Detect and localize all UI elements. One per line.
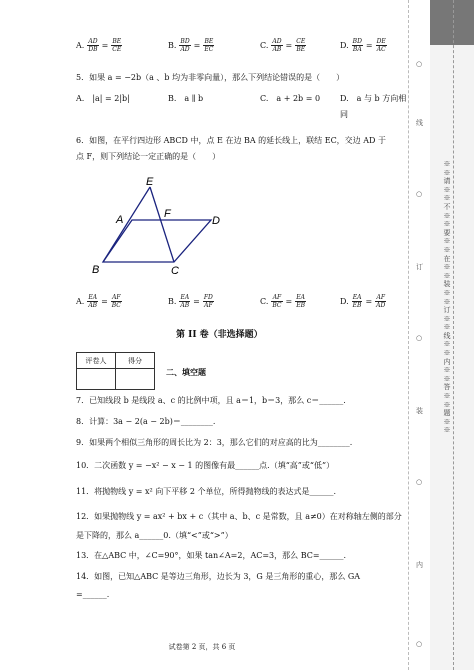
score-cell-score: [116, 369, 155, 390]
question-6-line2: 点 F，则下列结论一定正确的是（ ）: [76, 152, 221, 161]
fraction-right: $\frac{AF}{BC}$: [111, 294, 121, 309]
equals-sign: =: [285, 41, 293, 50]
question-12-line2: 是下降的，那么 a______0.（填“<”或“>”）: [76, 531, 233, 540]
question-14-line1: 14．如图，已知△ABC 是等边三角形，边长为 3，G 是三角形的重心，那么 GA: [76, 572, 361, 581]
q5-option-1: B. a ∥ b: [168, 94, 204, 103]
parallelogram-figure: [80, 170, 230, 280]
gutter-mark: ○: [416, 478, 423, 486]
fraction-left: $\frac{AD}{DB}$: [88, 38, 98, 53]
equals-sign: =: [285, 297, 293, 306]
option-letter: C.: [260, 297, 269, 306]
option-letter: C.: [260, 41, 269, 50]
fraction-right: $\frac{BE}{CE}$: [112, 38, 122, 53]
question-13: 13．在△ABC 中，∠C=90°，如果 tan∠A=2，AC=3，那么 BC=______.: [76, 551, 347, 560]
option-letter: D.: [340, 297, 349, 306]
fraction-left: $\frac{EA}{AB}$: [180, 294, 190, 309]
part-2-title: 第 II 卷（非选择题）: [176, 330, 263, 340]
question-5-text: 5．如果 a = −2b（a 、b 均为非零向量），那么下列结论错误的是（ ）: [76, 73, 345, 82]
label-c: C: [171, 265, 179, 277]
fraction-right: $\frac{BE}{EC}$: [204, 38, 214, 53]
equals-sign: =: [193, 41, 201, 50]
q6-option-0: [76, 294, 122, 309]
gutter-header-block: [430, 0, 474, 45]
gutter-mark: 订: [416, 263, 423, 271]
q5-option-0: A. |a| = 2|b|: [76, 94, 130, 103]
option-letter: B.: [168, 41, 177, 50]
fraction-right: $\frac{FD}{AF}$: [203, 294, 213, 309]
q4-option-2: [260, 38, 306, 53]
label-f: F: [164, 208, 171, 220]
segment-ec: [150, 187, 174, 262]
equals-sign: =: [193, 297, 200, 306]
gutter-mark: 装: [416, 407, 423, 415]
gutter-mark: ○: [416, 640, 423, 648]
q4-option-1: [168, 38, 214, 53]
gutter-mark: 线: [416, 119, 423, 127]
q6-option-1: [168, 294, 214, 309]
fraction-left: $\frac{AF}{BC}$: [272, 294, 282, 309]
question-12-line1: 12．如果抛物线 y = ax² + bx + c（其中 a、b、c 是常数，且 a≠0）在对称轴左侧的部分: [76, 512, 402, 521]
gutter-outer-line: [408, 0, 410, 670]
label-d: D: [212, 215, 220, 227]
q4-option-0: [76, 38, 122, 53]
page-footer: 试卷第 2 页，共 6 页: [168, 643, 236, 651]
segment-be: [103, 187, 150, 262]
q6-option-2: [260, 294, 306, 309]
fraction-right: $\frac{EA}{EB}$: [296, 294, 306, 309]
equals-sign: =: [365, 297, 373, 306]
gutter-mark: ○: [416, 190, 423, 198]
binding-gutter: [430, 0, 474, 670]
question-14-line2: =______.: [76, 590, 110, 599]
score-header-score: 得分: [116, 353, 155, 369]
q5-option-3: D. a 与 b 方向相: [340, 94, 407, 103]
fraction-right: $\frac{CE}{BE}$: [296, 38, 306, 53]
equals-sign: =: [365, 41, 373, 50]
question-10: 10．二次函数 y = −x² − x − 1 的图像有最______点.（填“高”或“低”）: [76, 461, 335, 470]
q5-option-4: 同: [340, 110, 348, 119]
question-8: 8．计算：3a − 2(a − 2b)＝________.: [76, 417, 216, 426]
option-letter: A.: [76, 297, 85, 306]
gutter-mark: ○: [416, 60, 423, 68]
question-11: 11．将抛物线 y = x² 向下平移 2 个单位，所得抛物线的表达式是______.: [76, 487, 337, 496]
label-a: A: [116, 214, 124, 226]
q5-option-2: C. a + 2b = 0: [260, 94, 321, 103]
q6-option-3: [340, 294, 386, 309]
score-cell-grader: [77, 369, 116, 390]
option-letter: D.: [340, 41, 349, 50]
section-fill-blank: 二、填空题: [166, 367, 206, 377]
gutter-cut-line: [453, 0, 454, 670]
question-6-line1: 6．如图，在平行四边形 ABCD 中，点 E 在边 BA 的延长线上，联结 EC，交边 AD 于: [76, 136, 386, 145]
gutter-warning-text: ※※请※※不※※要※※在※※装※※订※※线※※内※※答※※题※※: [443, 160, 451, 435]
equals-sign: =: [101, 41, 109, 50]
label-b: B: [92, 264, 100, 276]
gutter-mark: 内: [416, 561, 423, 569]
score-table: [76, 352, 155, 390]
equals-sign: =: [101, 297, 108, 306]
fraction-left: $\frac{BD}{BA}$: [352, 38, 362, 53]
label-e: E: [146, 176, 154, 188]
fraction-left: $\frac{EA}{AB}$: [88, 294, 98, 309]
q4-option-3: [340, 38, 387, 53]
option-letter: A.: [76, 41, 85, 50]
fraction-left: $\frac{EA}{EB}$: [352, 294, 362, 309]
question-7: 7．已知线段 b 是线段 a、c 的比例中项，且 a＝1，b＝3，那么 c＝______.: [76, 396, 346, 405]
fraction-right: $\frac{AF}{AD}$: [376, 294, 386, 309]
parallelogram-abcd: [103, 220, 211, 262]
fraction-right: $\frac{DE}{AC}$: [376, 38, 386, 53]
score-header-grader: 评卷人: [77, 353, 116, 369]
option-letter: B.: [168, 297, 177, 306]
question-9: 9．如果两个相似三角形的周长比为 2：3，那么它们的对应高的比为________.: [76, 438, 353, 447]
gutter-mark: ○: [416, 334, 423, 342]
fraction-left: $\frac{AD}{AB}$: [272, 38, 282, 53]
fraction-left: $\frac{BD}{AD}$: [180, 38, 190, 53]
